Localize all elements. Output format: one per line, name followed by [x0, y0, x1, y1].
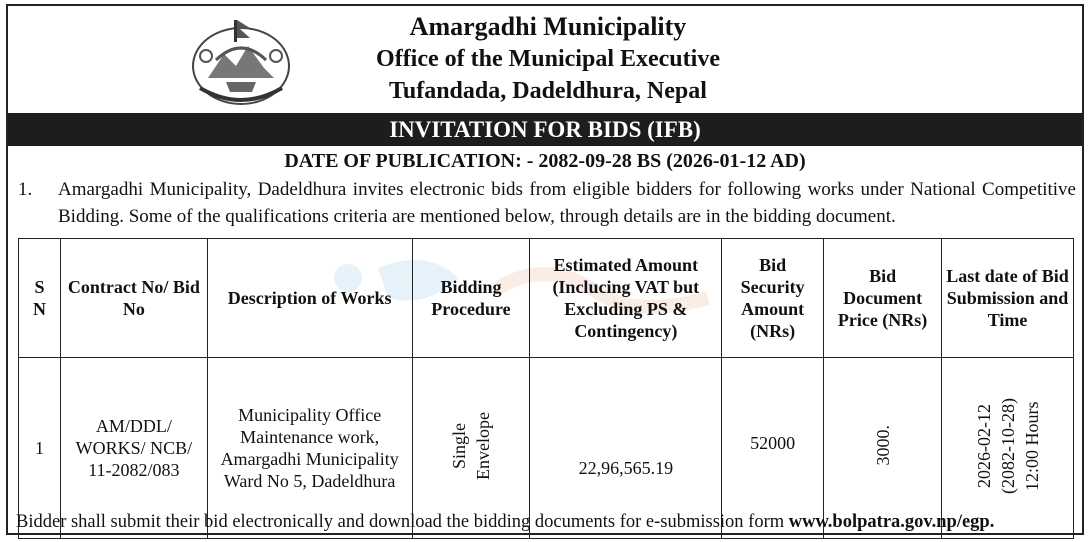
bids-table — [18, 238, 1074, 539]
notice-text: Amargadhi Municipality, Dadeldhura invites electronic bids from eligible bidders for following works under National Competitive Bidding. Some of the qualifications criteria are mentioned below, through details are in the bidding document. — [58, 179, 1076, 227]
header — [8, 6, 1082, 114]
header-contract: Contract No/ Bid No — [60, 239, 207, 358]
publication-date — [8, 150, 1082, 173]
header-procedure: Bidding Procedure — [412, 239, 530, 358]
header-security: Bid Security Amount (NRs) — [722, 239, 824, 358]
footer-text: Bidder shall submit their bid electronically and download the bidding documents for e-submission form — [16, 512, 789, 532]
cell-security: 52000 — [722, 358, 824, 539]
header-description: Description of Works — [207, 239, 412, 358]
notice-number: 1. — [18, 179, 33, 200]
table-header-row — [19, 239, 1074, 358]
header-sn: S N — [19, 239, 61, 358]
ifb-banner: INVITATION FOR BIDS (IFB) — [8, 113, 1082, 146]
cell-estimated: 22,96,565.19 — [530, 358, 722, 539]
procedure-text: Single Envelope — [448, 411, 493, 480]
municipality-name: Amargadhi Municipality — [409, 12, 687, 41]
office-name: Office of the Municipal Executive — [376, 46, 720, 72]
cell-sn: 1 — [19, 358, 61, 539]
footer-link[interactable]: www.bolpatra.gov.np/egp. — [788, 512, 995, 532]
footer-note — [16, 512, 1078, 533]
publication-date-label: DATE OF PUBLICATION — [284, 150, 516, 172]
cell-description: Municipality Office Maintenance work, Amargadhi Municipality Ward No 5, Dadeldhura — [207, 358, 412, 539]
publication-date-value: : - 2082-09-28 BS (2026-01-12 AD) — [515, 150, 806, 172]
header-price: Bid Document Price (NRs) — [824, 239, 942, 358]
cell-contract: AM/DDL/ WORKS/ NCB/ 11-2082/083 — [60, 358, 207, 539]
header-lastdate: Last date of Bid Submission and Time — [942, 239, 1074, 358]
lastdate-text: 2026-02-12 (2082-10-28) 12:00 Hours — [973, 397, 1042, 494]
office-address: Tufandada, Dadeldhura, Nepal — [389, 78, 707, 104]
notice-frame — [6, 4, 1084, 535]
price-text: 3000. — [872, 425, 893, 466]
notice-paragraph — [18, 176, 1076, 230]
header-estimated: Estimated Amount (Inclucing VAT but Excluding PS & Contingency) — [530, 239, 722, 358]
